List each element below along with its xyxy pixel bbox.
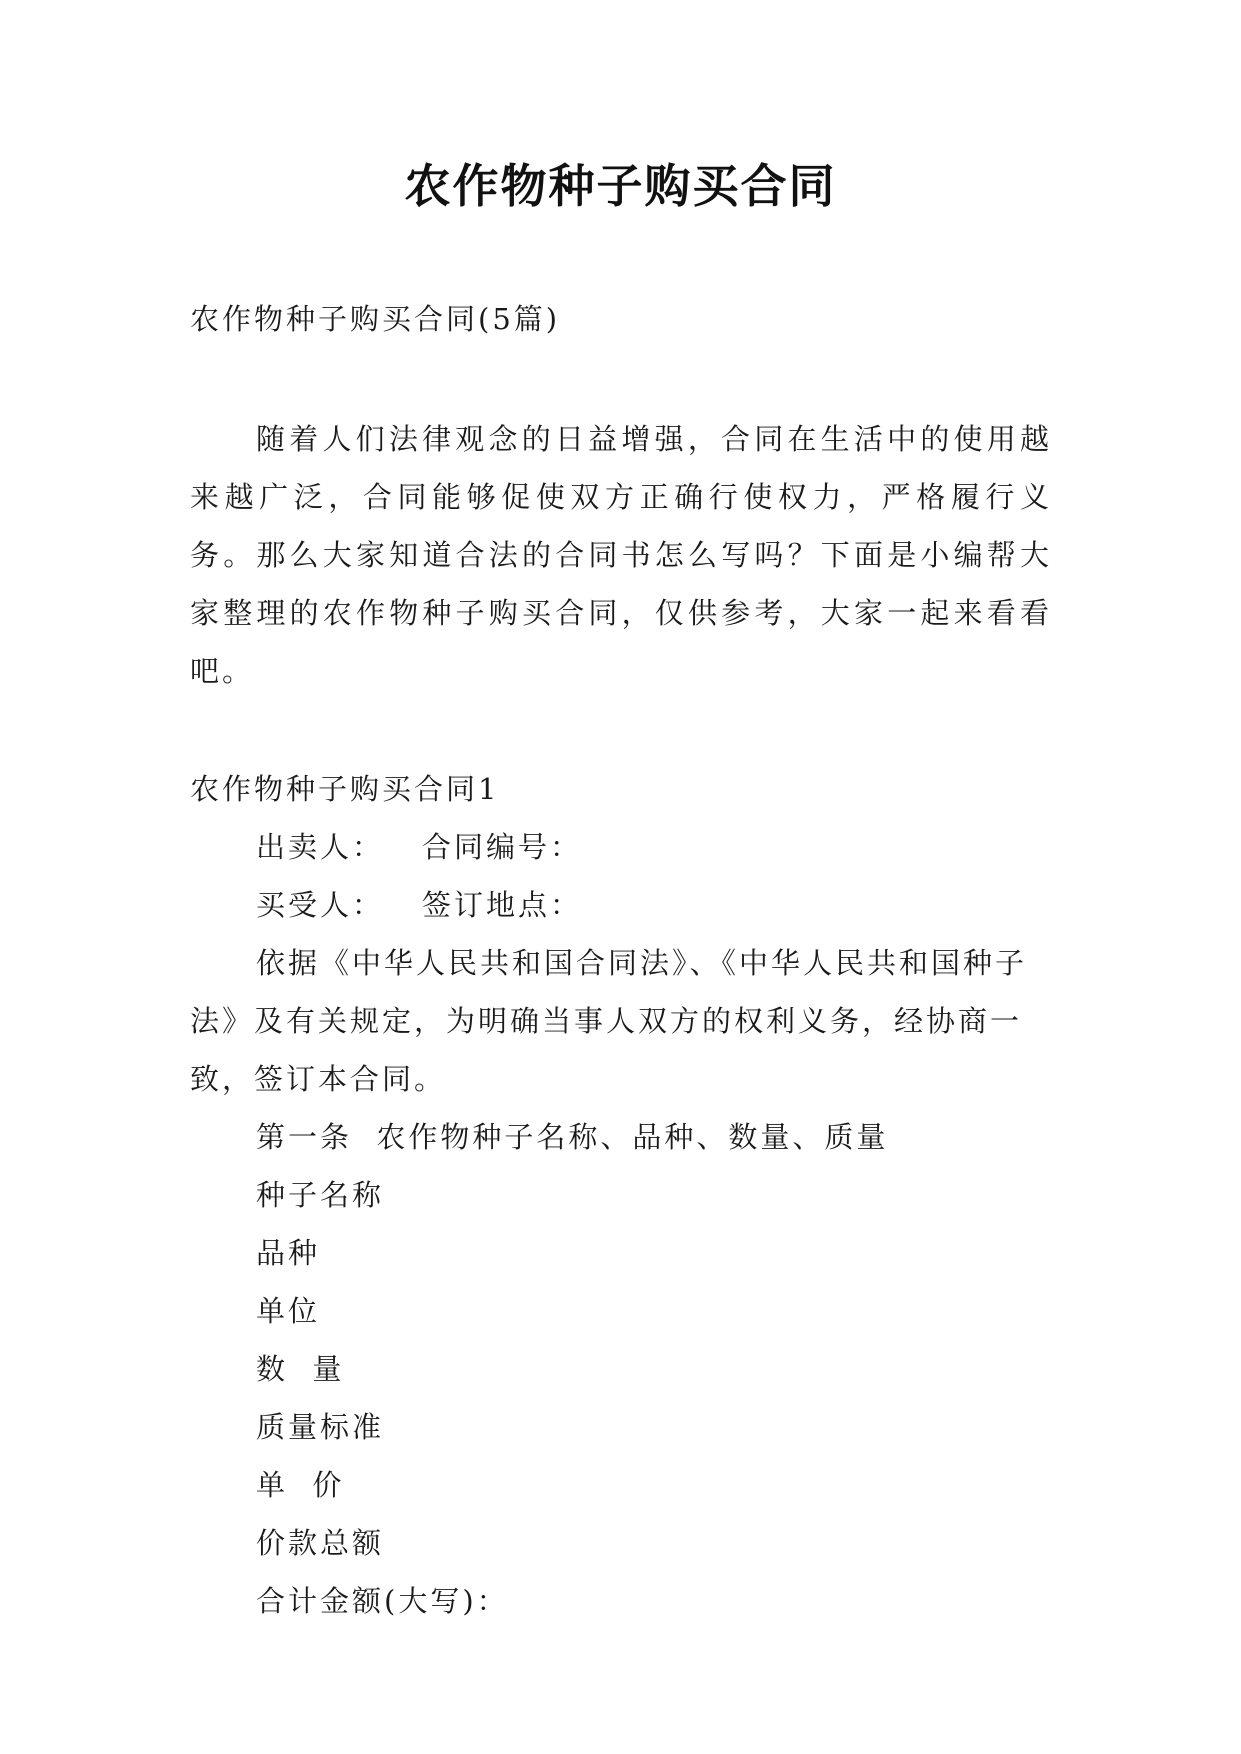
intro-paragraph: 随着人们法律观念的日益增强，合同在生活中的使用越来越广泛，合同能够促使双方正确行使权力，严格履行义务。那么大家知道合法的合同书怎么写吗？下面是小编帮大家整理的农作物种子购买合同，仅供参考，大家一起来看看吧。	[190, 422, 1052, 688]
document-subtitle: 农作物种子购买合同(5篇)	[190, 302, 561, 336]
document-title: 农作物种子购买合同	[404, 159, 837, 213]
article-1-heading: 第一条 农作物种子名称、品种、数量、质量	[256, 1120, 889, 1154]
basis-paragraph: 依据《中华人民共和国合同法》、《中华人民共和国种子法》及有关规定，为明确当事人双方的权利义务，经协商一致，签订本合同。	[190, 946, 1028, 1096]
field-quantity: 数 量	[256, 1352, 345, 1386]
field-total-price: 价款总额	[256, 1526, 385, 1560]
contract-number-label: 合同编号：	[422, 830, 583, 864]
buyer-line	[190, 876, 1052, 934]
seller-line	[190, 818, 1052, 876]
field-quality-standard: 质量标准	[256, 1410, 385, 1444]
field-unit-price: 单 价	[256, 1468, 345, 1502]
field-total-amount-in-words: 合计金额(大写)：	[256, 1584, 509, 1618]
contract-heading: 农作物种子购买合同1	[190, 772, 500, 806]
sign-place-label: 签订地点：	[422, 888, 583, 922]
field-seed-name: 种子名称	[256, 1178, 385, 1212]
field-unit: 单位	[256, 1294, 321, 1328]
field-variety: 品种	[256, 1236, 321, 1270]
document-body	[190, 290, 1052, 1630]
buyer-label: 买受人：	[256, 888, 385, 922]
seller-label: 出卖人：	[256, 830, 385, 864]
